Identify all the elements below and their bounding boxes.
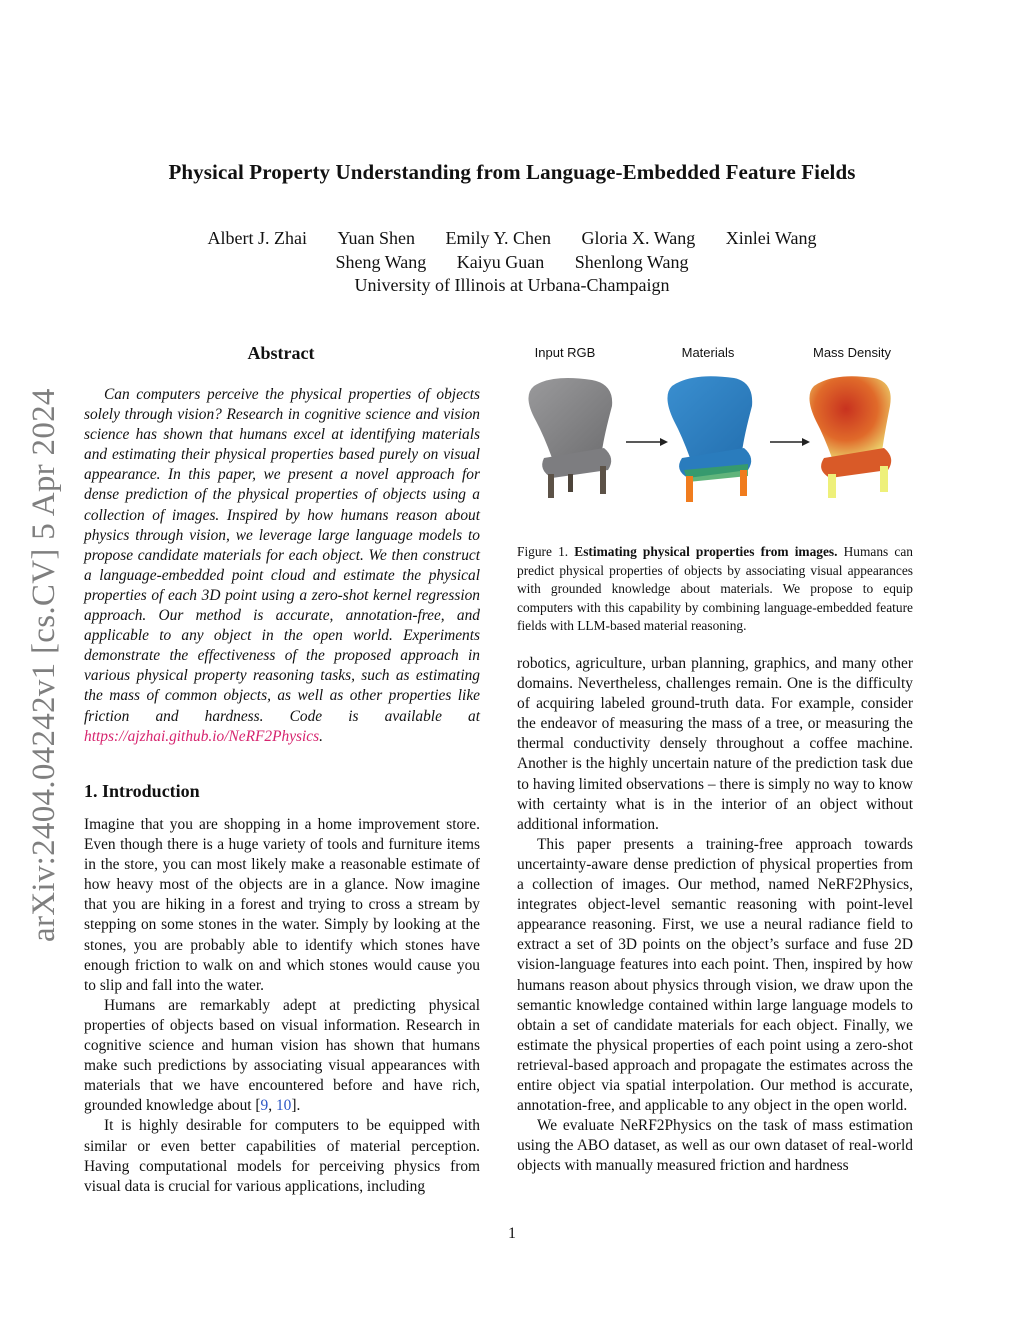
author: Shenlong Wang [574, 252, 689, 272]
p2-text: Humans are remarkably adept at predicting physical properties of objects based on visual information. Research in cognitive science and human vision has shown that humans make such predictions by associating visual appearances with materials that we have encountered before and have rich, grounded knowledge about [ [84, 996, 480, 1115]
paper-title: Physical Property Understanding from Language-Embedded Feature Fields [168, 160, 856, 184]
author: Yuan Shen [337, 228, 416, 248]
code-link[interactable]: https://ajzhai.github.io/NeRF2Physics [84, 727, 320, 745]
author: Sheng Wang [335, 252, 427, 272]
abstract-body [84, 385, 480, 747]
caption-text: Humans can predict physical properties of objects by associating visual appearances with grounded knowledge about materials. We propose to equip computers with this capability by combining language-embedded feature fields with LLM-based material reasoning. [517, 544, 913, 633]
figure-1-image [512, 366, 916, 516]
page-number: 1 [508, 1225, 516, 1242]
intro-paragraph-3: It is highly desirable for computers to be equipped with similar or even better capabilities of material perception. Having computational models for perceiving physics from visual data is crucial for various applications, including [84, 1117, 480, 1195]
intro-paragraph-1: Imagine that you are shopping in a home improvement store. Even though there is a huge variety of tools and furniture items in the store, you can most likely make a reasonable estimate of how heavy most of the objects are in a glance. Now imagine that you are hiking in a forest and trying to cross a stream by stepping on some stones in the water. Simply by looking at the stones, you are probably able to identify which stones have enough friction to walk on and which stones would cause you to slip and fall into the water. [84, 816, 480, 994]
author: Albert J. Zhai [207, 228, 308, 248]
figure-label-input-rgb: Input RGB [534, 345, 596, 360]
chair-mass-density [809, 376, 891, 498]
cite-separator: , [268, 1097, 276, 1115]
intro-paragraph-6: We evaluate NeRF2Physics on the task of mass estimation using the ABO dataset, as well as our own dataset of real-world objects with manually measured friction and hardness [517, 1117, 913, 1175]
authors-line-2 [0, 252, 1024, 273]
intro-paragraph-4: robotics, agriculture, urban planning, graphics, and many other domains. Nevertheless, challenges remain. One is the difficulty of acquiring labeled ground-truth data. For example, consider the endeavor of measuring the mass of a tree, or measuring the thermal conductivity densely throughout a coffee machine. Another is the highly uncertain nature of the prediction task due to having limited observations – there is simply no way to know with certainty what is in the interior of an object without additional information. [517, 655, 913, 833]
section-heading-introduction: 1. Introduction [84, 781, 200, 801]
figure-label-materials: Materials [681, 345, 735, 360]
citation-link[interactable]: 9 [260, 1097, 269, 1115]
abstract-heading: Abstract [247, 343, 315, 363]
author: Emily Y. Chen [445, 228, 552, 248]
authors-line-1 [0, 228, 1024, 249]
abstract-text: Can computers perceive the physical properties of objects solely through vision? Research in cognitive science and vision science has shown that humans excel at identifying materials and estimating their physical properties based purely on visual appearance. In this paper, we present a novel approach for dense prediction of the physical properties of objects using a collection of images. Inspired by how humans reason about physics through vision, we leverage large language models to propose candidate materials for each object. We then construct a language-embedded point cloud and estimate the physical properties of each 3D point using a zero-shot kernel regression approach. Our method is accurate, annotation-free, and applicable to any object in the open world. Experiments demonstrate the effectiveness of the proposed approach in various physical property reasoning tasks, such as estimating the mass of common objects, as well as other properties like friction and hardness. Code is available at [84, 386, 480, 725]
intro-paragraph-5: This paper presents a training-free approach towards uncertainty-aware dense prediction of physical properties from a collection of images. Our method, named NeRF2Physics, integrates object-level semantic reasoning with point-level appearance reasoning. First, we use a neural radiance field to extract a set of 3D points on the object’s surface and fuse 2D vision-language features into each point. Then, inspired by how humans reason about physics through vision, we draw upon the semantic knowledge contained within large language models to obtain a set of candidate materials for each object. Finally, we estimate the physical properties of each point using a zero-shot retrieval-based approach and propagate the estimates across the entire object via spatial interpolation. Our method is accurate, annotation-free, and applicable to any object in the open world. [517, 835, 913, 1115]
affiliation: University of Illinois at Urbana-Champaign [354, 275, 670, 295]
arxiv-identifier: arXiv:2404.04242v1 [cs.CV] 5 Apr 2024 [26, 388, 62, 942]
author: Gloria X. Wang [581, 228, 696, 248]
figure-caption [517, 543, 913, 636]
caption-title: Estimating physical properties from images. [574, 544, 838, 559]
chair-input-rgb [528, 378, 612, 498]
figure-label-mass-density: Mass Density [812, 345, 892, 360]
author: Xinlei Wang [725, 228, 817, 248]
author: Kaiyu Guan [456, 252, 545, 272]
arrow-icon [770, 438, 810, 446]
intro-left-column [84, 815, 480, 1197]
citation-link[interactable]: 10 [275, 1097, 292, 1115]
intro-right-column [517, 654, 913, 1176]
caption-label: Figure 1. [517, 544, 569, 559]
arrow-icon [626, 438, 668, 446]
chair-materials [667, 376, 752, 502]
abstract-end: . [319, 727, 323, 745]
intro-paragraph-2 [84, 996, 480, 1117]
p2-end: ]. [291, 1097, 301, 1115]
